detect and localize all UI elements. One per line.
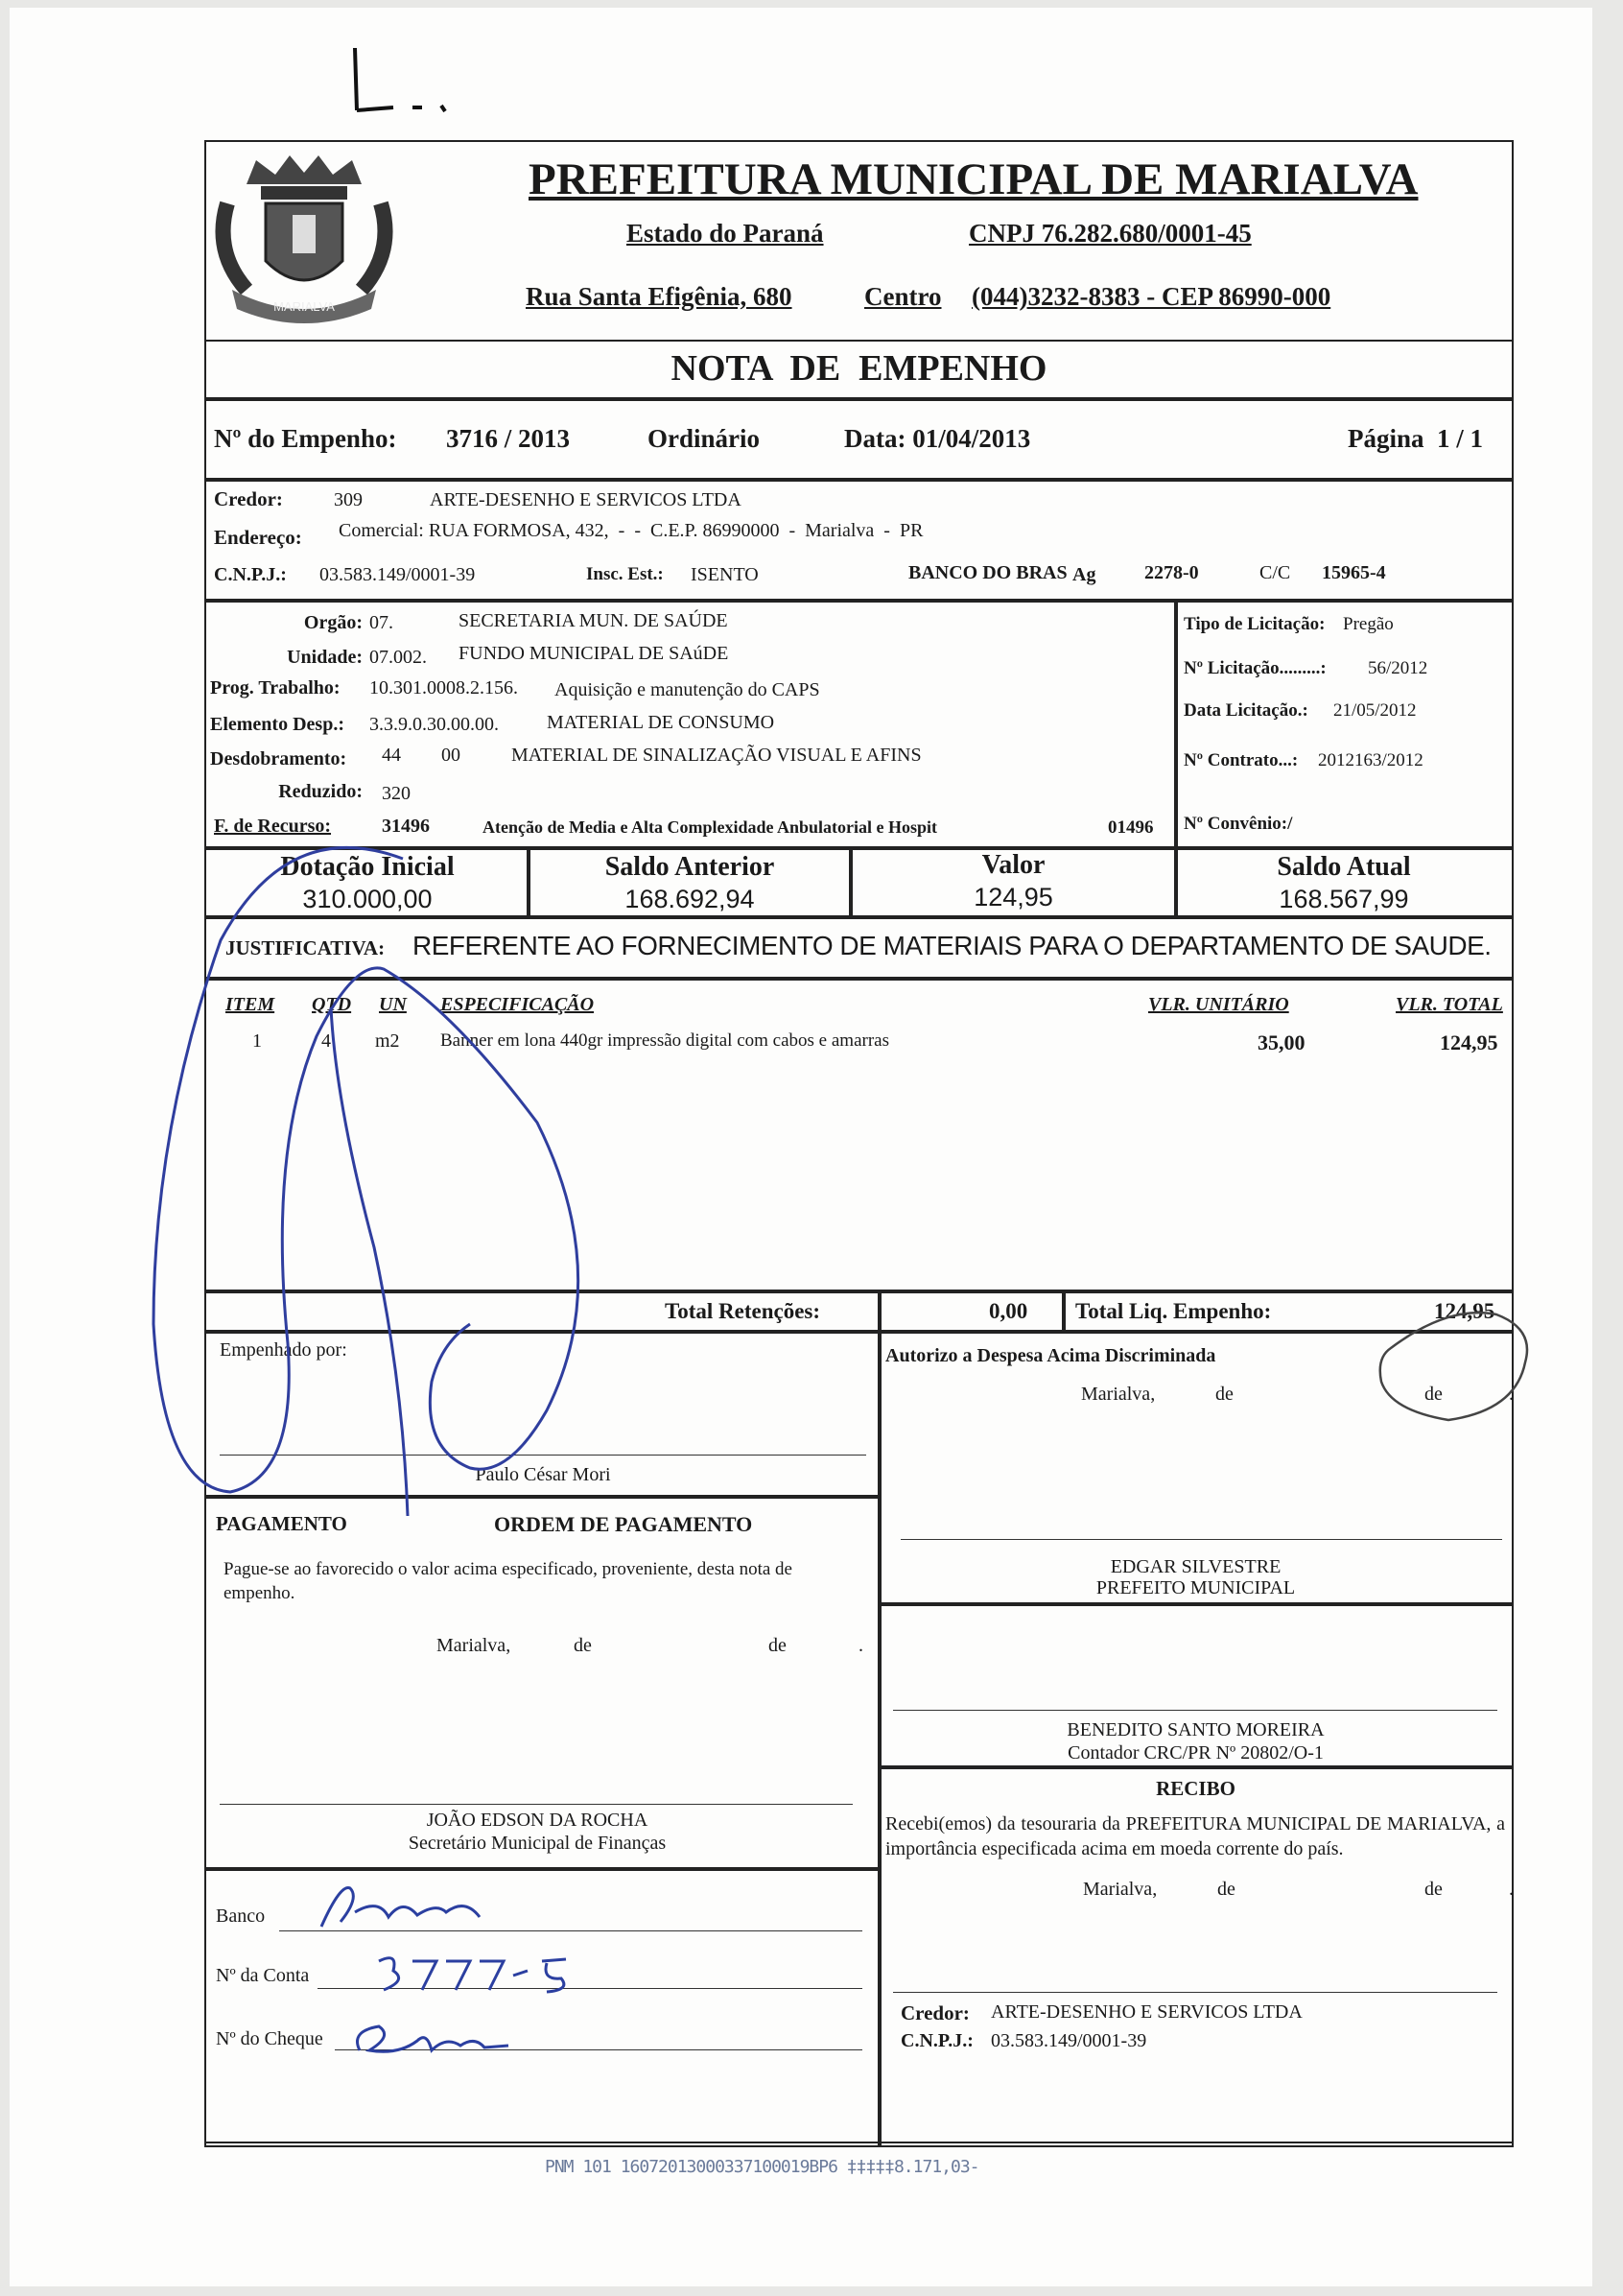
- autorizo-box: [878, 1330, 1514, 1606]
- endereco-label: Endereço:: [214, 526, 302, 549]
- item-description: Banner em lona 440gr impressão digital com cabos e amarras: [440, 1030, 889, 1051]
- header-phone-cep: (044)3232-8383 - CEP 86990-000: [972, 282, 1331, 311]
- empenho-number: 3716 / 2013: [446, 424, 571, 453]
- item-total: 124,95: [1440, 1030, 1498, 1054]
- desd-label: Desdobramento:: [210, 748, 347, 769]
- orgao-label: Orgão:: [303, 612, 363, 633]
- justificativa-text: REFERENTE AO FORNECIMENTO DE MATERIAIS PARA O DEPARTAMENTO DE SAUDE.: [412, 931, 1492, 960]
- prefeito-role: PREFEITO MUNICIPAL: [1095, 1577, 1296, 1598]
- desd-name: MATERIAL DE SINALIZAÇÃO VISUAL E AFINS: [511, 745, 922, 766]
- contador-role: Contador CRC/PR Nº 20802/O-1: [1068, 1742, 1324, 1763]
- valor-label: Valor: [981, 850, 1046, 880]
- liq-empenho-cell: [1062, 1290, 1514, 1334]
- contador-box: [878, 1602, 1514, 1769]
- col-header-item: ITEM: [225, 994, 275, 1015]
- municipal-crest-logo: [208, 146, 400, 328]
- tipo-licitacao-label: Tipo de Licitação:: [1184, 614, 1326, 634]
- contador-signature-line: [893, 1710, 1497, 1711]
- recibo-credor: ARTE-DESENHO E SERVICOS LTDA: [991, 2001, 1303, 2023]
- handwritten-account-number: [369, 1942, 580, 2000]
- saldo-anterior-cell: [527, 846, 853, 919]
- banco-label: Banco: [216, 1905, 266, 1927]
- pagamento-signature-line: [220, 1804, 853, 1805]
- items-box: [204, 977, 1514, 1293]
- prefeito-signature-line: [901, 1539, 1502, 1540]
- bank-account: 15965-4: [1322, 562, 1386, 583]
- prefeito-signer: EDGAR SILVESTRE: [1110, 1556, 1282, 1577]
- licitacao-num: 56/2012: [1368, 658, 1428, 678]
- header-district: Centro: [864, 282, 942, 311]
- orgao-code: 07.: [369, 612, 393, 633]
- licitacao-data: 21/05/2012: [1333, 700, 1417, 721]
- unidade-name: FUNDO MUNICIPAL DE SAúDE: [459, 643, 729, 664]
- col-header-especificacao: ESPECIFICAÇÃO: [440, 994, 595, 1015]
- empenhado-label: Empenhado por:: [220, 1339, 347, 1361]
- empenhado-signer: Paulo César Mori: [475, 1464, 611, 1485]
- retencoes-value-cell: [878, 1290, 1066, 1334]
- reduzido-value: 320: [382, 783, 411, 804]
- pagamento-city: Marialva,: [436, 1635, 511, 1656]
- dotacao-label: Dotação Inicial: [280, 852, 455, 882]
- credor-insc: ISENTO: [691, 564, 759, 585]
- handwritten-cheque-signature: [341, 2007, 532, 2065]
- doc-title: NOTA DE EMPENHO: [670, 348, 1047, 389]
- saldo-anterior-label: Saldo Anterior: [604, 852, 775, 882]
- recurso-number: 01496: [1108, 817, 1154, 838]
- recibo-de1: de: [1217, 1879, 1235, 1900]
- col-header-vlr-total: VLR. TOTAL: [1396, 994, 1503, 1015]
- autorizo-label: Autorizo a Despesa Acima Discriminada: [885, 1345, 1216, 1366]
- ordem-pagamento-label: ORDEM DE PAGAMENTO: [494, 1512, 753, 1536]
- reduzido-label: Reduzido:: [278, 781, 363, 802]
- autorizo-de2: de: [1424, 1384, 1443, 1405]
- item-number: 1: [252, 1030, 262, 1052]
- header-cnpj: CNPJ 76.282.680/0001-45: [969, 219, 1252, 248]
- credor-box: [204, 478, 1514, 603]
- recurso-name: Atenção de Media e Alta Complexidade Anbulatorial e Hospit: [482, 817, 937, 837]
- credor-code: 309: [334, 489, 363, 510]
- elem-name: MATERIAL DE CONSUMO: [547, 712, 775, 733]
- autorizo-city: Marialva,: [1081, 1384, 1156, 1405]
- credor-address: Comercial: RUA FORMOSA, 432, - - C.E.P. 86990000 - Marialva - PR: [339, 520, 924, 541]
- recibo-city: Marialva,: [1083, 1879, 1158, 1900]
- retencoes-value: 0,00: [989, 1299, 1028, 1323]
- credor-label: Credor:: [214, 487, 283, 510]
- saldo-atual-value: 168.567,99: [1279, 885, 1409, 913]
- desd-sub: 00: [441, 745, 460, 766]
- liq-empenho-label: Total Liq. Empenho:: [1075, 1299, 1272, 1323]
- contador-signer: BENEDITO SANTO MOREIRA: [1067, 1719, 1325, 1740]
- item-qtd: 4: [321, 1030, 331, 1052]
- retencoes-left: [204, 1290, 882, 1334]
- prog-code: 10.301.0008.2.156.: [369, 677, 518, 698]
- handwritten-mark: [345, 38, 460, 125]
- recibo-signature-line: [893, 1992, 1497, 1993]
- pagamento-signer: JOÃO EDSON DA ROCHA: [426, 1810, 648, 1831]
- insc-label: Insc. Est.:: [586, 564, 664, 584]
- desd-code: 44: [382, 745, 401, 766]
- empenho-date: Data: 01/04/2013: [844, 424, 1031, 453]
- recibo-cnpj: 03.583.149/0001-39: [991, 2030, 1147, 2051]
- orgao-name: SECRETARIA MUN. DE SAÚDE: [459, 610, 728, 631]
- autorizo-period: .: [1509, 1384, 1514, 1405]
- licitacao-data-label: Data Licitação.:: [1184, 700, 1308, 721]
- elem-code: 3.3.9.0.30.00.00.: [369, 714, 499, 735]
- empenho-type: Ordinário: [647, 424, 761, 453]
- empenhado-signature-line: [220, 1455, 866, 1456]
- tipo-licitacao: Pregão: [1343, 614, 1394, 634]
- saldo-anterior-value: 168.692,94: [624, 885, 755, 913]
- justificativa-box: [204, 915, 1514, 981]
- recibo-credor-label: Credor:: [901, 2001, 970, 2024]
- pagamento-label: PAGAMENTO: [216, 1512, 347, 1535]
- saldo-atual-cell: [1174, 846, 1514, 919]
- handwritten-bank-signature: [312, 1879, 504, 1936]
- footer-code: PNM 101 16072013000337100019BP6 ‡‡‡‡‡8.171,03-: [545, 2157, 979, 2177]
- header-box: [204, 140, 1514, 342]
- valor-value: 124,95: [974, 883, 1053, 911]
- col-header-vlr-unitario: VLR. UNITÁRIO: [1148, 994, 1289, 1015]
- elem-label: Elemento Desp.:: [210, 714, 344, 735]
- empenhado-box: [204, 1330, 882, 1499]
- col-header-un: UN: [379, 994, 407, 1015]
- recibo-cnpj-label: C.N.P.J.:: [901, 2030, 974, 2051]
- pagamento-de1: de: [574, 1635, 592, 1656]
- budget-box: [204, 599, 1178, 850]
- contrato-value: 2012163/2012: [1318, 750, 1423, 770]
- licitacao-num-label: Nº Licitação.........:: [1184, 658, 1327, 678]
- nota-empenho-form: [204, 140, 1514, 2143]
- recibo-text: Recebi(emos) da tesouraria da PREFEITURA MUNICIPAL DE MARIALVA, a importância especificada acima em moeda corrente do país.: [885, 1813, 1505, 1859]
- bank-agency: 2278-0: [1144, 562, 1199, 583]
- conta-label: Nº da Conta: [216, 1965, 310, 1986]
- bank-name: BANCO DO BRAS: [908, 562, 1068, 583]
- recibo-de2: de: [1424, 1879, 1443, 1900]
- col-header-qtd: QTD: [312, 994, 352, 1015]
- autorizo-de1: de: [1215, 1384, 1234, 1405]
- credor-cnpj: 03.583.149/0001-39: [319, 564, 476, 585]
- pagamento-box: [204, 1495, 882, 1871]
- header-address: Rua Santa Efigênia, 680: [526, 282, 792, 311]
- unidade-code: 07.002.: [369, 647, 427, 668]
- recibo-title: RECIBO: [1156, 1777, 1235, 1800]
- item-un: m2: [375, 1030, 400, 1052]
- retencoes-label: Total Retenções:: [665, 1299, 821, 1323]
- dotacao-value: 310.000,00: [302, 885, 433, 913]
- prog-label: Prog. Trabalho:: [210, 677, 341, 698]
- header-title: PREFEITURA MUNICIPAL DE MARIALVA: [529, 154, 1419, 204]
- contrato-label: Nº Contrato...:: [1184, 750, 1299, 770]
- dotacao-cell: [204, 846, 530, 919]
- pagamento-period: .: [859, 1635, 863, 1656]
- cc-label: C/C: [1259, 562, 1291, 583]
- justificativa-label: JUSTIFICATIVA:: [225, 936, 386, 959]
- recurso-code: 31496: [382, 816, 430, 837]
- ag-label: Ag: [1072, 564, 1096, 585]
- pagamento-text: Pague-se ao favorecido o valor acima especificado, proveniente, desta nota de empenho.: [223, 1559, 792, 1603]
- pagamento-de2: de: [768, 1635, 787, 1656]
- recurso-label: F. de Recurso:: [214, 816, 332, 837]
- pagamento-role: Secretário Municipal de Finanças: [408, 1833, 667, 1854]
- header-state: Estado do Paraná: [626, 219, 824, 248]
- licitacao-box: [1174, 599, 1514, 850]
- banco-box: [204, 1867, 882, 2147]
- credor-name: ARTE-DESENHO E SERVICOS LTDA: [430, 489, 741, 510]
- empenho-page: Página 1 / 1: [1348, 424, 1484, 453]
- prog-name: Aquisição e manutenção do CAPS: [554, 679, 820, 700]
- crest-banner-text: MARIALVA: [273, 299, 335, 314]
- convenio-label: Nº Convênio:/: [1184, 814, 1293, 834]
- unidade-label: Unidade:: [287, 647, 363, 668]
- cheque-label: Nº do Cheque: [216, 2028, 323, 2049]
- saldo-atual-label: Saldo Atual: [1277, 852, 1411, 882]
- valor-cell: [849, 846, 1178, 919]
- recibo-box: [878, 1765, 1514, 2147]
- item-unit-price: 35,00: [1258, 1030, 1305, 1054]
- title-box: [204, 340, 1514, 401]
- liq-empenho-value: 124,95: [1434, 1299, 1495, 1323]
- empenho-label: Nº do Empenho:: [214, 424, 397, 453]
- empenho-row: [204, 397, 1514, 482]
- cnpj-label: C.N.P.J.:: [214, 564, 287, 585]
- recibo-period: .: [1509, 1879, 1514, 1900]
